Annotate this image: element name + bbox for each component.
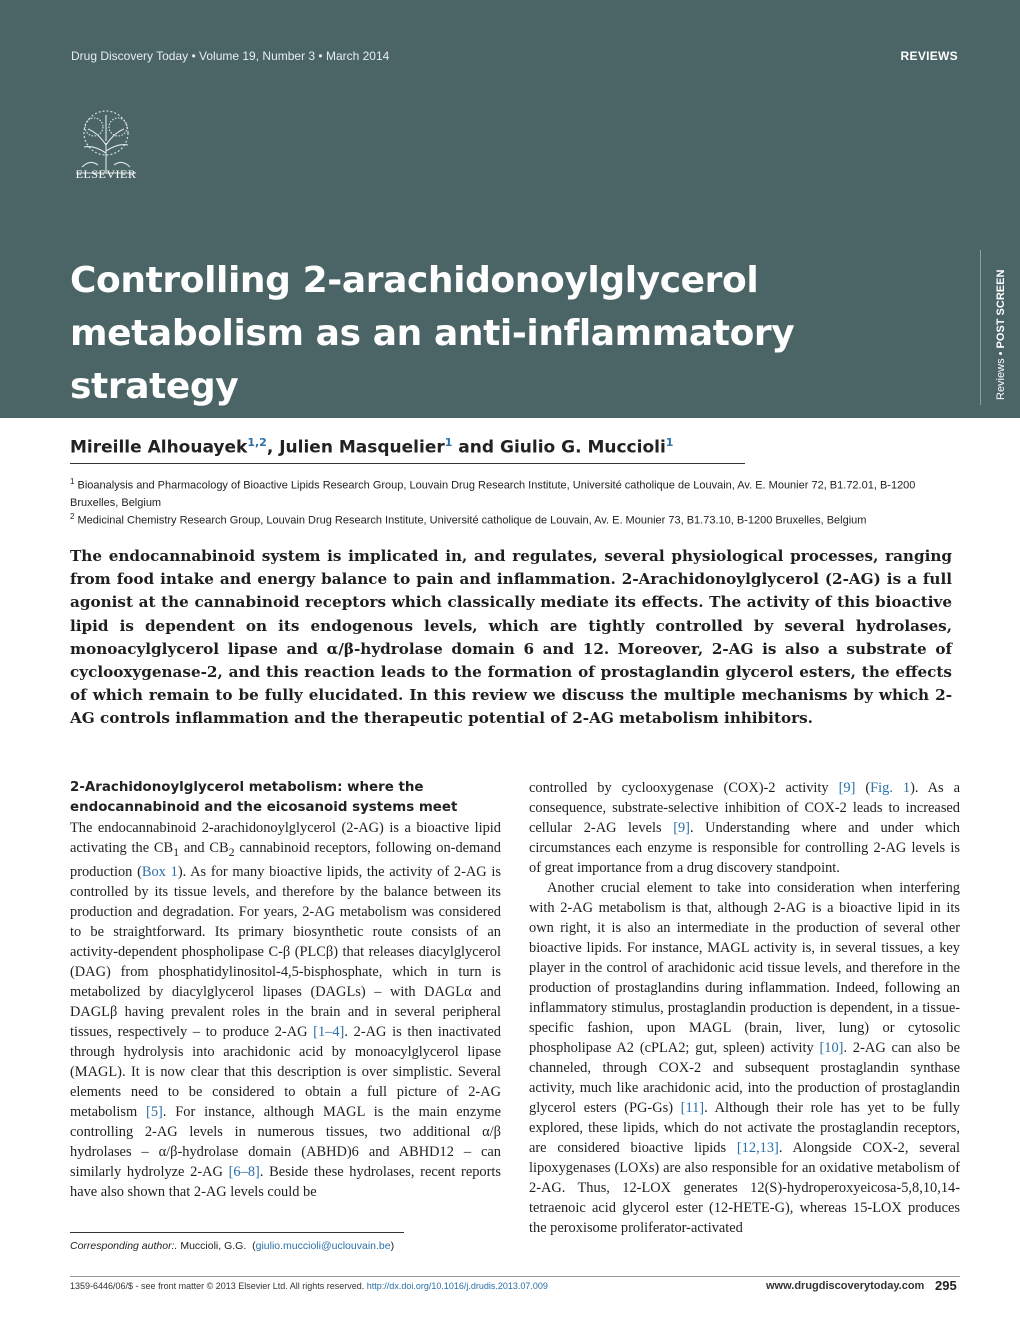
affiliation: $^2$ Medicinal Chemistry Research Group, Louvain Drug Research Institute, Université catholique de Louvain, Av. E. Mounier 73, B1.73.10, B-1200 Bruxelles, Belgium: [70, 512, 867, 527]
citation-link[interactable]: [12,13]: [736, 1140, 779, 1156]
body-paragraph: [529, 778, 960, 878]
author-name[interactable]: Mireille Alhouayek: [70, 437, 248, 458]
corresponding-email-link[interactable]: giulio.muccioli@uclouvain.be: [255, 1240, 391, 1252]
side-tab-label: Reviews • POST SCREEN: [995, 269, 1007, 400]
body-text: . 2-AG can also be channeled, through COX-2 and subsequent prostaglandin synthase activity, much like arachidonic acid, into the production of prostaglandin glycerol esters (PG-Gs): [529, 1040, 960, 1116]
journal-website-link[interactable]: www.drugdiscoverytoday.com: [766, 1280, 925, 1292]
body-paragraph: [529, 878, 960, 1238]
body-text: Another crucial element to take into consideration when interfering with 2-AG metabolism is that, although 2-AG is a bioactive lipid in its own right, it is also an intermediate in the production of several other bioactive lipids. For instance, MAGL activity is, in several tissues, a key player in the control of arachidonic acid tissue levels, and therefore in the production of prostaglandins during inflammation. Indeed, following an inflammatory stimulus, prostaglandin production is dependent, in a tissue-specific fashion, upon MAGL (brain, liver, lung) or cytosolic phospholipase A2 (cPLA2; gut, spleen) activity: [529, 880, 960, 1056]
citation-link[interactable]: Fig. 1: [870, 780, 911, 796]
citation-link[interactable]: [9]: [673, 820, 690, 836]
affiliation: $^1$ Bioanalysis and Pharmacology of Bioactive Lipids Research Group, Louvain Drug Research Institute, Université catholique de Louvain, Av. E. Mounier 72, B1.72.01, B-1200 Bruxelles, Belgium: [70, 477, 916, 509]
citation-link[interactable]: [1–4]: [313, 1023, 345, 1040]
footnote-divider: [70, 1232, 404, 1233]
author-affiliation-marker[interactable]: 1: [665, 436, 674, 449]
page-number: 295: [935, 1278, 957, 1293]
body-text: (: [855, 780, 871, 796]
author-name[interactable]: Julien Masquelier: [279, 437, 445, 458]
journal-line: Drug Discovery Today • Volume 19, Number 3 • March 2014: [71, 49, 390, 63]
corresponding-author: Corresponding author:. Muccioli, G.G. (giulio.muccioli@uclouvain.be): [70, 1240, 395, 1252]
body-paragraph: [70, 818, 501, 1202]
subscript: 1: [173, 844, 180, 859]
body-column-left: [70, 778, 501, 1202]
author-affiliation-marker[interactable]: 1: [444, 436, 453, 449]
side-tab: [980, 250, 1020, 405]
citation-link[interactable]: [9]: [838, 780, 856, 796]
body-text: . 2-AG is then inactivated through hydrolysis into arachidonic acid by monoacylglycerol lipase (MAGL). It is now clear that this description is over simplistic. Several elements need to be considered to obtain a full picture of 2-AG metabolism: [70, 1023, 501, 1120]
header-banner: [0, 0, 1020, 418]
citation-link[interactable]: [5]: [146, 1103, 163, 1120]
author-list: Mireille Alhouayek$^{1,2}$, Julien Masquelier$^1$ and Giulio G. Muccioli$^1$: [70, 436, 674, 458]
article-title: Controlling 2-arachidonoylglycerol metabolism as an anti-inflammatory strategy: [70, 260, 795, 407]
body-text: ). As for many bioactive lipids, the activity of 2-AG is controlled by its tissue levels, and therefore by the balance between its production and degradation. For years, 2-AG metabolism was considered to be straightforward. Its primary biosynthetic route consists of an activity-dependent phospholipase C-β (PLCβ) that releases diacylglycerol (DAG) from phosphatidylinositol-4,5-bisphosphate, which in turn is metabolized by diacylglycerol lipases (DAGLs) – with DAGLα and DAGLβ having prevalent roles in the brain and in several peripheral tissues, respectively – to produce 2-AG: [70, 863, 501, 1040]
citation-link[interactable]: Box 1: [141, 863, 178, 880]
body-text: . Understanding where and under which circumstances each enzyme is responsible for controlling 2-AG levels is of great importance from a drug discovery standpoint.: [529, 820, 960, 876]
body-text: ). As a consequence, substrate-selective inhibition of COX-2 leads to increased cellular 2-AG levels: [529, 780, 961, 836]
body-text: and CB: [179, 840, 229, 856]
subscript: 2: [228, 844, 235, 859]
section-tag: REVIEWS: [900, 49, 958, 63]
body-text: controlled by cyclooxygenase (COX)-2 activity: [529, 780, 839, 796]
author-divider: [70, 463, 745, 464]
body-text: The endocannabinoid 2-arachidonoylglycerol (2-AG) is a bioactive lipid activating the CB: [70, 820, 501, 856]
citation-link[interactable]: [6–8]: [228, 1163, 260, 1180]
author-name[interactable]: Giulio G. Muccioli: [499, 437, 666, 458]
body-text: cannabinoid receptors, following on-demand production (: [70, 840, 502, 880]
body-text: . Beside these hydrolases, recent reports have also shown that 2-AG levels could be: [70, 1163, 501, 1200]
body-column-right: [529, 778, 960, 1238]
footer-divider: [70, 1276, 960, 1277]
publisher-wordmark: ELSEVIER: [75, 167, 137, 181]
abstract: The endocannabinoid system is implicated in, and regulates, several physiological processes, ranging from food intake and energy balance to pain and inflammation. 2-Arachidonoylglycerol (2-AG) is a full agonist at the cannabinoid receptors which classically mediate its effects. The activity of this bioactive lipid is dependent on its endogenous levels, which are tightly controlled by several hydrolases, monoacylglycerol lipase and α/β-hydrolase domain 6 and 12. Moreover, 2-AG is also a substrate of cyclooxygenase-2, and this reaction leads to the formation of prostaglandin glycerol esters, the effects of which remain to be fully elucidated. In this review we discuss the multiple mechanisms by which 2-AG controls inflammation and the therapeutic potential of 2-AG metabolism inhibitors.: [70, 547, 952, 728]
body-text: . Although their role has yet to be fully explored, these lipids, which do not activate the prostaglandin receptors, are considered bioactive lipids: [529, 1100, 960, 1156]
citation-link[interactable]: [10]: [819, 1040, 844, 1056]
citation-link[interactable]: [11]: [680, 1100, 705, 1116]
section-heading: 2-Arachidonoylglycerol metabolism: where the endocannabinoid and the eicosanoid systems meet: [70, 780, 458, 815]
author-affiliation-marker[interactable]: 1,2: [247, 436, 267, 449]
footer-copyright: 1359-6446/06/$ - see front matter © 2013 Elsevier Ltd. All rights reserved. http://dx.doi.org/10.1016/j.drudis.2013.07.009: [70, 1281, 548, 1291]
body-text: . For instance, although MAGL is the main enzyme controlling 2-AG levels in numerous tissues, two additional α/β hydrolases – α/β-hydrolase domain (ABHD)6 and ABHD12 – can similarly hydrolyze 2-AG: [70, 1103, 502, 1180]
body-text: . Alongside COX-2, several lipoxygenases (LOXs) are also responsible for an oxidative metabolism of 2-AG. Thus, 12-LOX generates 12(S)-hydroperoxyeicosa-5,8,10,14-tetraenoic acid glycerol ester (12-HETE-G), whereas 15-LOX produces the peroxisome proliferator-activated: [529, 1140, 960, 1236]
doi-link[interactable]: http://dx.doi.org/10.1016/j.drudis.2013.07.009: [366, 1281, 548, 1291]
